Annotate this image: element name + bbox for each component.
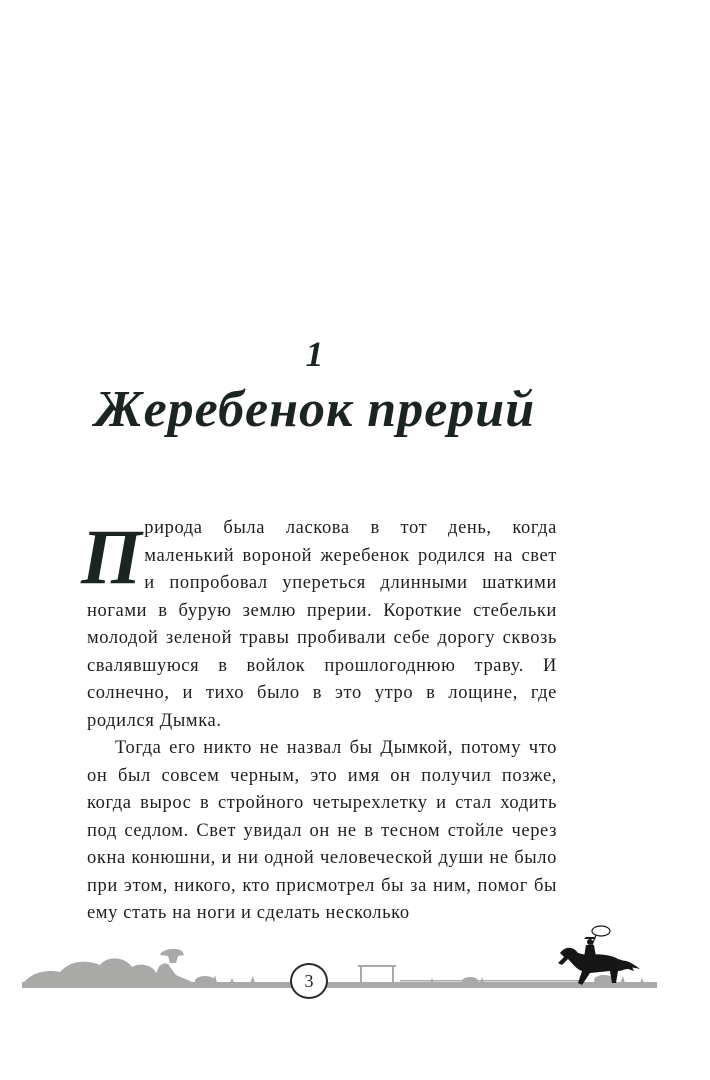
page-number: 3 <box>290 963 328 999</box>
paragraph-1-text: рирода была ласкова в тот день, когда маленький вороной жеребенок родился на свет и попробовал упереться длинными шаткими ногами в бурую землю прерии. Короткие стебельки молодой зеленой травы пробивали себе дорогу сквозь свалявшуюся в войлок прошлогоднюю траву. И солнечно, и тихо было в это утро в лощине, где родился Дымка. <box>87 518 557 731</box>
drop-cap: П <box>81 513 143 600</box>
footer-decoration <box>0 925 710 1000</box>
paragraph-2: Тогда его никто не назвал бы Дымкой, потому что он был совсем черным, это имя он получил позже, когда вырос в стройного четырехлетку и стал ходить под седлом. Свет увидал он не в тесном стойле через окна конюшни, и ни одной человеческой души не было при этом, никого, кто присмотрел бы за ним, помог бы ему стать на ноги и сделать несколько <box>87 738 557 923</box>
chapter-title: Жеребенок прерий <box>94 381 536 438</box>
body-text <box>81 513 557 928</box>
prairie-landscape-icon <box>22 949 657 988</box>
chapter-number: 1 <box>305 334 325 374</box>
paragraph-1 <box>81 513 557 735</box>
